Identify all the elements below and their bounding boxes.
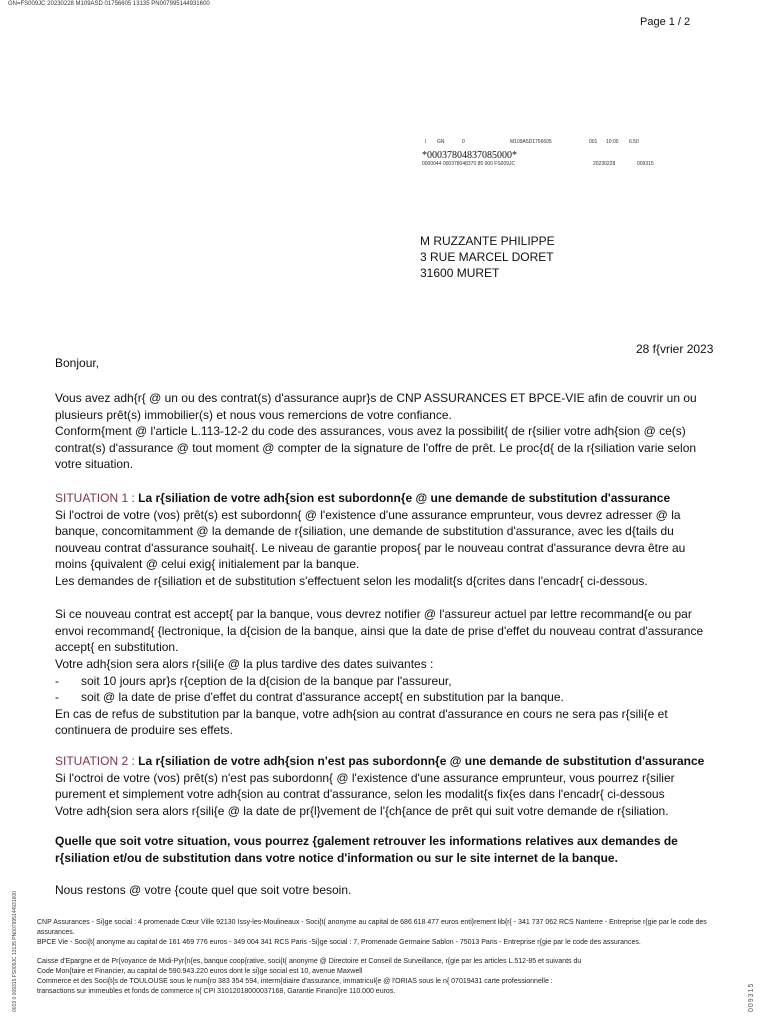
recipient-city: 31600 MURET xyxy=(420,266,500,280)
intro-paragraph: Vous avez adh{r{ @ un ou des contrat(s) d'assurance aupr}s de CNP ASSURANCES ET BPCE-VIE afin de couvrir un ou plusieurs prêt(s) immobilier(s) et nous vous remercions de votre confiance. xyxy=(55,391,697,422)
situation-2-label: SITUATION 2 : xyxy=(55,754,135,768)
footer-legal-bank xyxy=(37,957,727,997)
routing-code: 009315 xyxy=(637,161,654,167)
situation-2-heading xyxy=(55,753,715,770)
routing-col6: 10:00 xyxy=(606,139,619,145)
page-number: Page 1 / 2 xyxy=(640,16,691,28)
list-item-text: soit @ la date de prise d'effet du contrat d'assurance accept{ en substitution par la banque. xyxy=(81,690,564,705)
routing-col7: 6.50 xyxy=(629,139,639,145)
situation-2-title: La r{siliation de votre adh{sion n'est pas subordonn{e @ une demande de substitution d'assurance xyxy=(138,754,705,768)
list-item: - soit @ la date de prise d'effet du contrat d'assurance accept{ en substitution par la banque. xyxy=(55,690,564,705)
footer-caisse-line: Caisse d'Epargne et de Pr{voyance de Midi-Pyr{n{es, banque coop{rative, soci{t{ anonyme @ Directoire et Conseil de Surveillance, r{gie par les articles L.512-85 et suivants du xyxy=(37,958,582,965)
routing-line3: 0000044 000378048370 85 000 FS009JC xyxy=(422,161,516,167)
routing-col2: GN xyxy=(437,139,445,145)
letter-date: 28 f{vrier 2023 xyxy=(636,342,714,356)
recipient-street: 3 RUE MARCEL DORET xyxy=(420,250,554,264)
closing-paragraph: Nous restons @ votre {coute quel que soit votre besoin. xyxy=(55,883,352,897)
situation-1-paragraph: Si ce nouveau contrat est accept{ par la banque, vous devrez notifier @ l'assureur actuel par lettre recommand{e ou par envoi recommand{ {lectronique, la d{cision de la banque, ainsi que la date de prise d'effet du nouveau contrat d'assurance accept{ en substitution. xyxy=(55,607,704,655)
right-margin-code: 009315 xyxy=(748,982,755,1012)
list-item: - soit 10 jours apr}s r{ception de la d{cision de la banque par l'assureur, xyxy=(55,673,452,688)
recipient-address xyxy=(420,233,555,281)
situation-1-section xyxy=(55,490,715,739)
situation-2-paragraph: Votre adh{sion sera alors r{sili{e @ la date de pr{l}vement de l'{ch{ance de prêt qui suit votre demande de r{siliation. xyxy=(55,803,669,818)
closing-bold-paragraph: Quelle que soit votre situation, vous pourrez {galement retrouver les informations relatives aux demandes de r{siliation et/ou de substitution dans votre notice d'information ou sur le site internet de la banque. xyxy=(55,834,678,865)
document-reference-line: GN=FS009JC 20230228 M109ASD 01756605 13135 PN007995144931600 xyxy=(8,1,210,7)
routing-col3: 0 xyxy=(462,139,465,145)
situation-1-paragraph: En cas de refus de substitution par la banque, votre adh{sion au contrat d'assurance en cours ne sera pas r{sili{e et continuera de produire ses effets. xyxy=(55,706,668,738)
intro-paragraph: Conform{ment @ l'article L.113-12-2 du code des assurances, vous avez la possibilit{ de r{silier votre adh{sion @ ce(s) contrat(s) d'assurance @ tout moment @ compter de la signature de l'offre de prêt. Le proc{d{ de la r{siliation varie selon votre situation. xyxy=(55,424,697,472)
situation-1-paragraph: Votre adh{sion sera alors r{sili{e @ la plus tardive des dates suivantes : xyxy=(55,656,434,671)
intro-section xyxy=(55,390,715,473)
left-margin-code: 0019 0 009315 FS009JC 13135 PN007995144931600 xyxy=(12,891,18,1012)
situation-1-label: SITUATION 1 : xyxy=(55,491,135,505)
situation-1-paragraph: Les demandes de r{siliation et de substitution s'effectuent selon les modalit{s d{crites dans l'encadr{ ci-dessous. xyxy=(55,573,648,588)
situation-1-paragraph: Si l'octroi de votre (vos) prêt(s) est subordonn{ @ l'existence d'une assurance emprunteur, vous devrez adresser @ la banque, concomitamment @ la demande de r{siliation, une demande de substitution d'assurance, avec les d{tails du nouveau contrat d'assurance souhait{. Le niveau de garantie propos{ par le nouveau contrat d'assurance devra être au moins {quivalent @ celui exig{ initialement par la banque. xyxy=(55,507,686,572)
routing-col1: I xyxy=(425,139,427,145)
recipient-name: M RUZZANTE PHILIPPE xyxy=(420,234,555,248)
situation-1-title: La r{siliation de votre adh{sion est subordonn{e @ une demande de substitution d'assurance xyxy=(138,491,671,505)
footer-caisse-line: Commerce et des Soci{t{s de TOULOUSE sous le num{ro 383 354 594, interm{diaire d'assurance, immatricul{e @ l'ORIAS sous le n{ 07019431 carte professionnelle : xyxy=(37,978,553,985)
greeting: Bonjour, xyxy=(55,356,100,370)
routing-col4: M109A5D1756605 xyxy=(510,139,552,145)
situation-2-paragraph: Si l'octroi de votre (vos) prêt(s) n'est pas subordonn{ @ l'existence d'une assurance emprunteur, vous pourrez r{silier purement et simplement votre adh{sion au contrat d'assurance, selon les modalit{s fix{es dans l'encadr{ ci-dessous xyxy=(55,770,675,802)
footer-caisse-line: Code Mon{taire et Financier, au capital de 590.943.220 euros dont le si}ge social est 10, avenue Maxwell xyxy=(37,968,363,975)
footer-cnp: CNP Assurances - Si}ge social : 4 promenade Cœur Ville 92130 Issy-les-Moulineaux - Soci{t{ anonyme au capital de 686 618 477 euros enti}rement lib{r{ - 341 737 062 RCS Nanterre - Entreprise r{gie par le code des assurances. xyxy=(37,919,707,936)
footer-bpce: BPCE Vie - Soci{t{ anonyme au capital de 161 469 776 euros - 349 004 341 RCS Paris -Si}ge social : 7, Promenade Germaine Sablon - 75013 Paris - Entreprise r{gie par le code des assurances. xyxy=(37,939,641,946)
situation-2-section xyxy=(55,753,715,819)
routing-col5: 001 xyxy=(589,139,598,145)
footer-legal-insurers xyxy=(37,918,727,948)
routing-date: 20230228 xyxy=(593,161,616,167)
list-item-text: soit 10 jours apr}s r{ception de la d{cision de la banque par l'assureur, xyxy=(81,673,452,688)
footer-caisse-line: transactions sur immeubles et fonds de commerce n{ CPI 31012018000037168, Garantie Financi}re 110.000 euros. xyxy=(37,988,396,995)
barcode-number: *00037804837085000* xyxy=(422,150,517,161)
situation-1-heading xyxy=(55,490,715,507)
